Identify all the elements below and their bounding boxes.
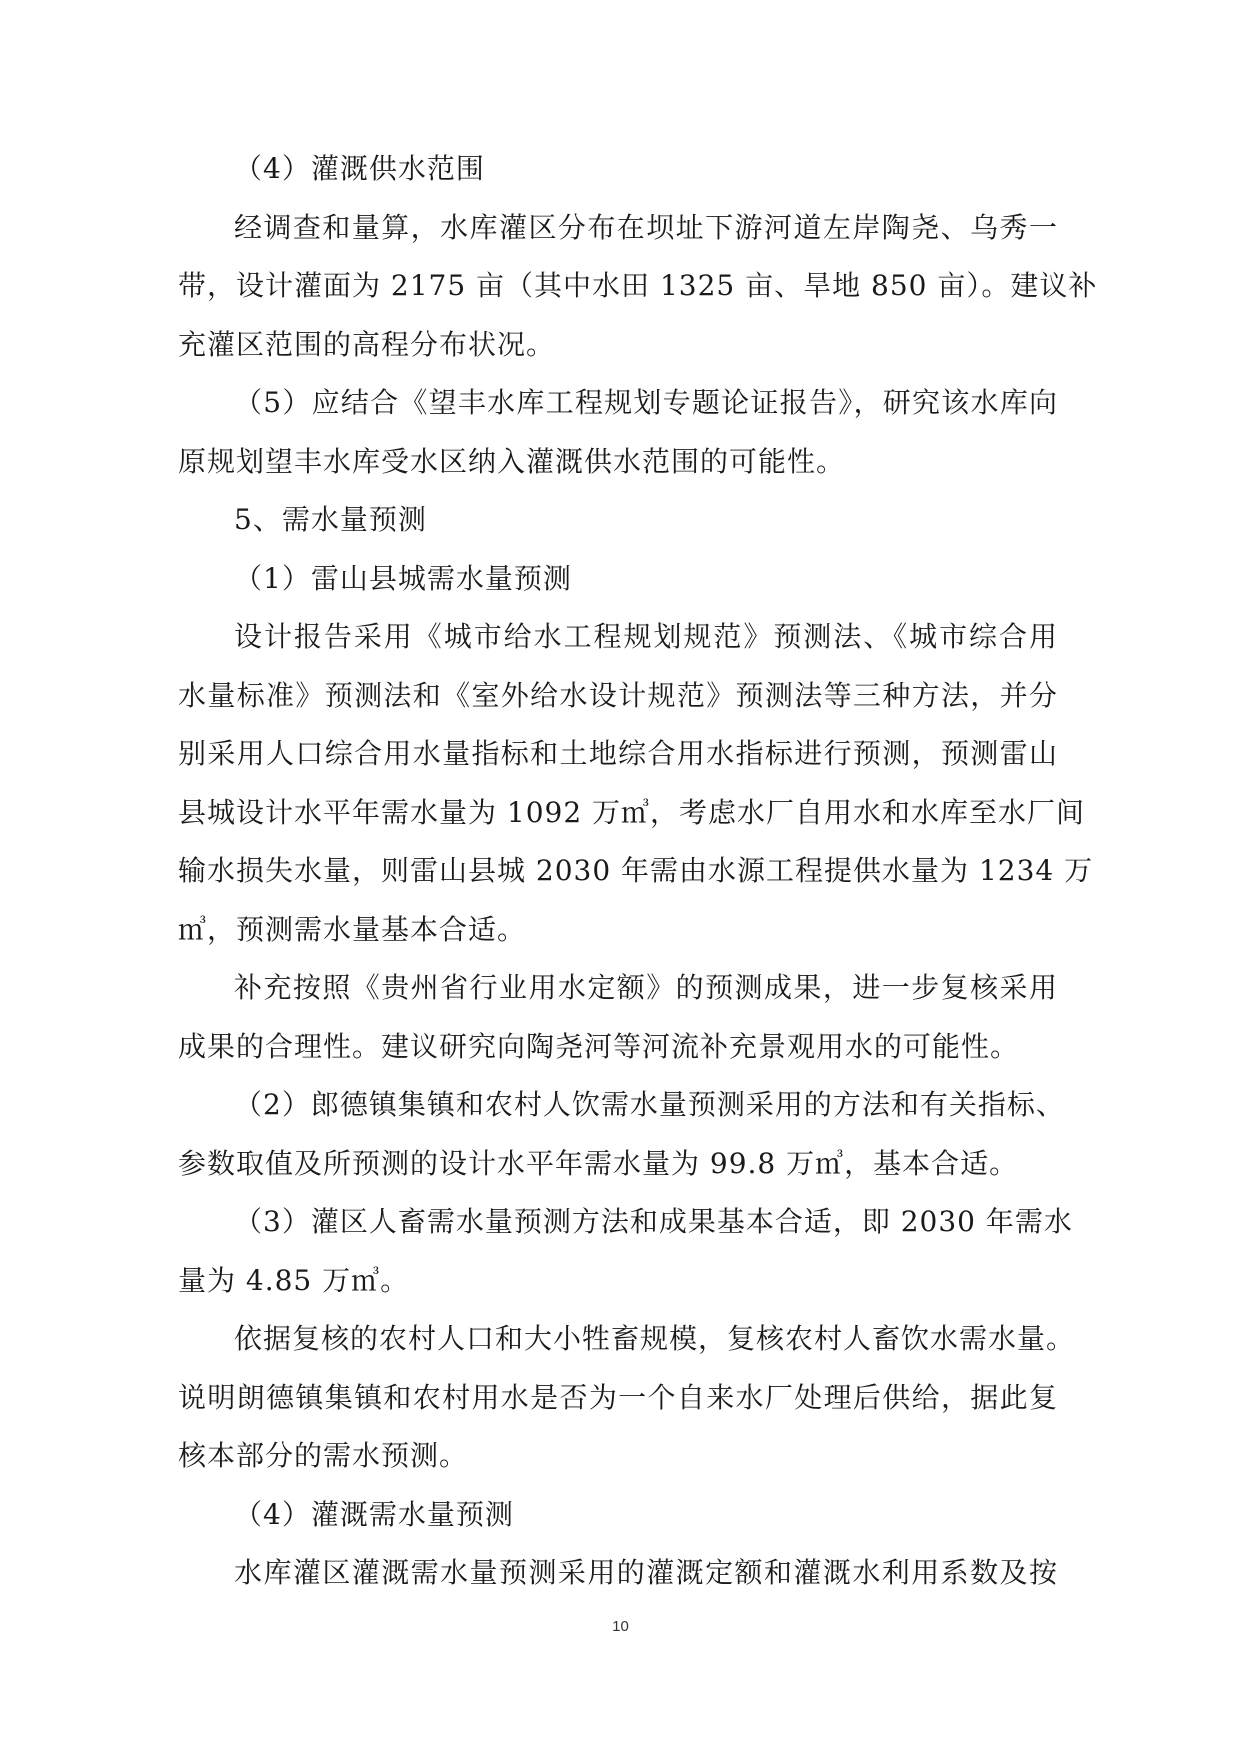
subheading-irrigation-scope: （4）灌溉供水范围 (234, 152, 485, 185)
paragraph-line: 输水损失水量，则雷山县城 2030 年需由水源工程提供水量为 1234 万 (178, 854, 1094, 887)
paragraph-line: 核本部分的需水预测。 (178, 1439, 469, 1472)
paragraph-line: 带，设计灌面为 2175 亩（其中水田 1325 亩、旱地 850 亩）。建议补 (178, 269, 1098, 302)
section-heading-demand-forecast: 5、需水量预测 (234, 503, 427, 536)
paragraph-line: 原规划望丰水库受水区纳入灌溉供水范围的可能性。 (178, 444, 846, 478)
paragraph-line: （5）应结合《望丰水库工程规划专题论证报告》，研究该水库向 (234, 386, 1058, 419)
paragraph-line: 别采用人口综合用水量指标和土地综合用水指标进行预测，预测雷山 (178, 737, 1058, 770)
paragraph-line: （3）灌区人畜需水量预测方法和成果基本合适，即 2030 年需水 (234, 1205, 1073, 1238)
paragraph-line: 成果的合理性。建议研究向陶尧河等河流补充景观用水的可能性。 (178, 1029, 1020, 1063)
paragraph-line: 依据复核的农村人口和大小牲畜规模，复核农村人畜饮水需水量。 (234, 1322, 1076, 1355)
page-number: 10 (612, 1618, 629, 1635)
paragraph-line: 县城设计水平年需水量为 1092 万㎥，考虑水厂自用水和水库至水厂间 (178, 795, 1086, 829)
subheading-irrigation-demand: （4）灌溉需水量预测 (234, 1497, 514, 1531)
paragraph-line: 充灌区范围的高程分布状况。 (178, 327, 556, 361)
paragraph-line: 补充按照《贵州省行业用水定额》的预测成果，进一步复核采用 (234, 971, 1058, 1004)
paragraph-line: 水库灌区灌溉需水量预测采用的灌溉定额和灌溉水利用系数及按 (234, 1556, 1058, 1589)
paragraph-line: 设计报告采用《城市给水工程规划规范》预测法、《城市综合用 (234, 620, 1058, 653)
paragraph-line: 水量标准》预测法和《室外给水设计规范》预测法等三种方法，并分 (178, 678, 1058, 712)
paragraph-line: （2）郎德镇集镇和农村人饮需水量预测采用的方法和有关指标、 (234, 1088, 1065, 1121)
document-body (178, 140, 1098, 1603)
subheading-leishan-county: （1）雷山县城需水量预测 (234, 561, 572, 595)
paragraph-line: 量为 4.85 万㎥。 (178, 1263, 410, 1297)
paragraph-line: 说明朗德镇集镇和农村用水是否为一个自来水厂处理后供给，据此复 (178, 1380, 1058, 1414)
paragraph-line: 经调查和量算，水库灌区分布在坝址下游河道左岸陶尧、乌秀一 (234, 210, 1058, 244)
paragraph-line: 参数取值及所预测的设计水平年需水量为 99.8 万㎥，基本合适。 (178, 1146, 1019, 1180)
paragraph-line: ㎥，预测需水量基本合适。 (178, 912, 527, 946)
